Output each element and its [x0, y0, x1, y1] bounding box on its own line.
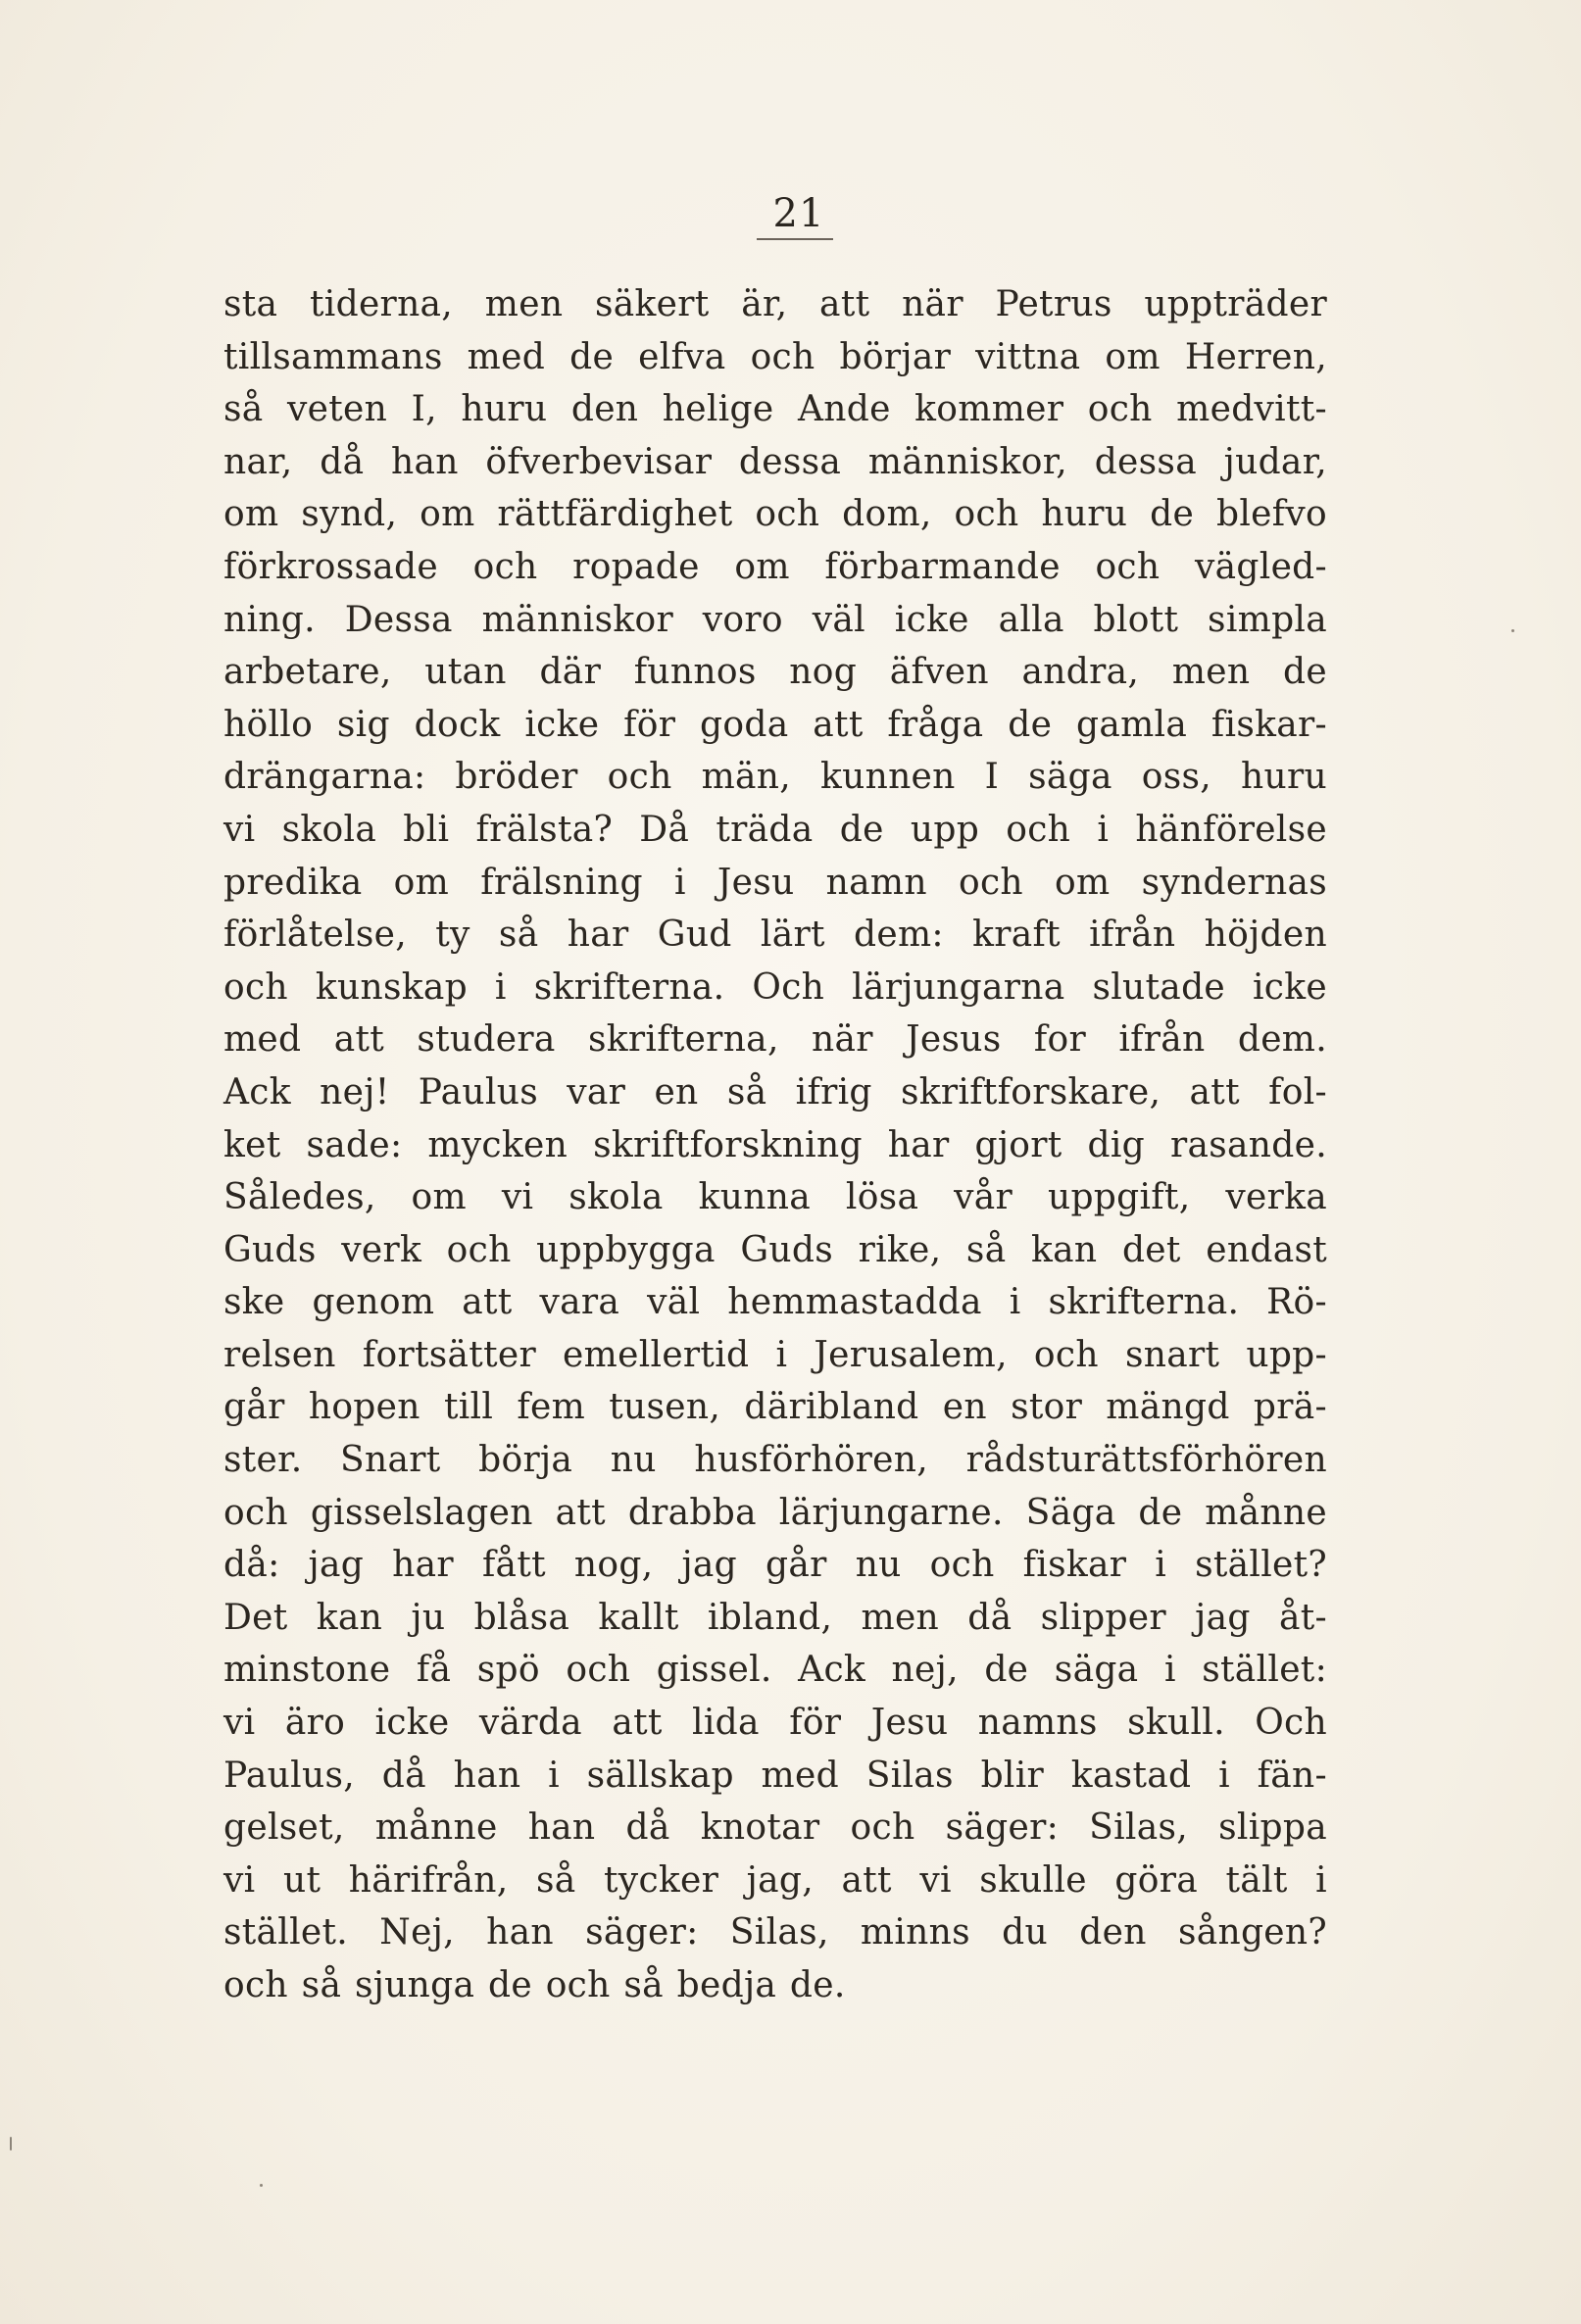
text-line: och gisselslagen att drabba lärjungarne. Säga de månne: [223, 1492, 1327, 1533]
text-line: vi äro icke värda att lida för Jesu namns skull. Och: [223, 1703, 1327, 1744]
text-line: stället. Nej, han säger: Silas, minns du den sången?: [223, 1912, 1327, 1953]
text-line: vi ut härifrån, så tycker jag, att vi skulle göra tält i: [223, 1859, 1327, 1901]
paper-speck: [260, 2184, 263, 2187]
text-line: med att studera skrifterna, när Jesus for ifrån dem.: [223, 1019, 1327, 1061]
text-line: arbetare, utan där funnos nog äfven andra, men de: [223, 652, 1327, 693]
text-line: om synd, om rättfärdighet och dom, och huru de blefvo: [223, 494, 1327, 535]
text-line: sta tiderna, men säkert är, att när Petrus uppträder: [223, 284, 1327, 324]
text-line: Guds verk och uppbygga Guds rike, så kan det endast: [223, 1229, 1327, 1270]
text-line: förlåtelse, ty så har Gud lärt dem: kraft ifrån höjden: [223, 915, 1327, 956]
text-line: vi skola bli frälsta? Då träda de upp och i hänförelse: [223, 809, 1327, 850]
text-line: och kunskap i skrifterna. Och lärjungarna slutade icke: [223, 966, 1327, 1008]
paper-speck: [10, 2137, 12, 2151]
text-line: går hopen till fem tusen, däribland en stor mängd prä-: [223, 1387, 1327, 1428]
page-number-rule: [757, 238, 833, 240]
body-text: [223, 278, 1327, 2012]
text-line: så veten I, huru den helige Ande kommer och medvitt-: [223, 389, 1327, 430]
text-line: Det kan ju blåsa kallt ibland, men då slipper jag åt-: [223, 1597, 1327, 1638]
text-line: höllo sig dock icke för goda att fråga de gamla fiskar-: [223, 704, 1327, 745]
text-line: Paulus, då han i sällskap med Silas blir kastad i fän-: [223, 1755, 1327, 1796]
paper-speck: [1511, 629, 1514, 632]
text-line: relsen fortsätter emellertid i Jerusalem, och snart upp-: [223, 1334, 1327, 1375]
text-line: ning. Dessa människor voro väl icke alla blott simpla: [223, 599, 1327, 640]
page-number: 21: [772, 191, 825, 236]
text-line: ske genom att vara väl hemmastadda i skrifterna. Rö-: [223, 1282, 1327, 1323]
text-line: gelset, månne han då knotar och säger: Silas, slippa: [223, 1807, 1327, 1849]
text-line: Ack nej! Paulus var en så ifrig skriftforskare, att fol-: [223, 1071, 1327, 1113]
text-line: då: jag har fått nog, jag går nu och fiskar i stället?: [223, 1545, 1327, 1586]
text-line: förkrossade och ropade om förbarmande och vägled-: [223, 546, 1327, 587]
text-line: nar, då han öfverbevisar dessa människor, dessa judar,: [223, 441, 1327, 482]
text-line: predika om frälsning i Jesu namn och om syndernas: [223, 862, 1327, 903]
text-line: ster. Snart börja nu husförhören, rådsturättsförhören: [223, 1440, 1327, 1481]
text-line: ket sade: mycken skriftforskning har gjort dig rasande.: [223, 1124, 1327, 1165]
text-line: tillsammans med de elfva och börjar vittna om Herren,: [223, 336, 1327, 377]
text-line: drängarna: bröder och män, kunnen I säga oss, huru: [223, 757, 1327, 798]
text-line: minstone få spö och gissel. Ack nej, de säga i stället:: [223, 1650, 1327, 1691]
text-line: Således, om vi skola kunna lösa vår uppgift, verka: [223, 1177, 1327, 1218]
text-line: och så sjunga de och så bedja de.: [223, 1965, 846, 2005]
